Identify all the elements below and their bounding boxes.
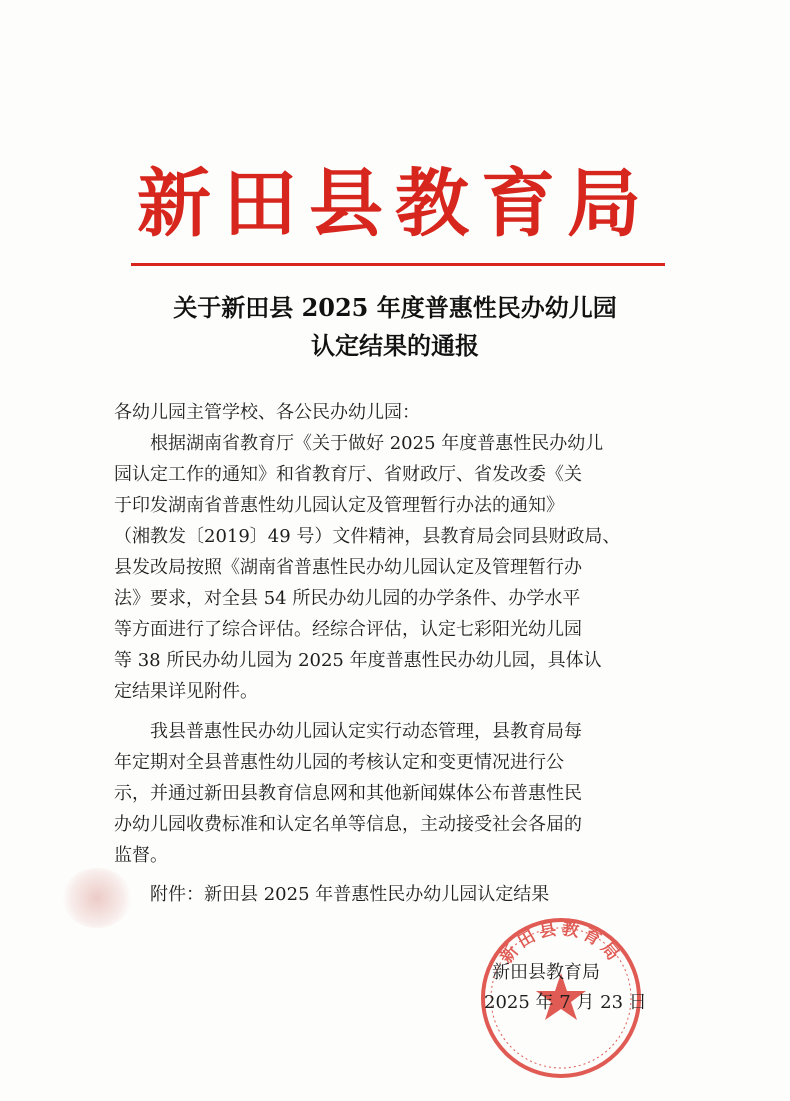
seal-text: 新田县教育局 xyxy=(496,918,626,968)
signoff-org: 新田县教育局 xyxy=(492,962,600,983)
body-line: 我县普惠性民办幼儿园认定实行动态管理，县教育局每 xyxy=(150,721,582,742)
body-line: 于印发湖南省普惠性幼儿园认定及管理暂行办法的通知》 xyxy=(114,495,564,516)
body-line: 根据湖南省教育厅《关于做好 2025 年度普惠性民办幼儿 xyxy=(150,433,604,454)
body-line: 定结果详见附件。 xyxy=(114,681,258,702)
letterhead-red-rule xyxy=(131,263,665,266)
body-line: 等方面进行了综合评估。经综合评估，认定七彩阳光幼儿园 xyxy=(114,619,582,640)
letterhead-title: 新田县教育局 xyxy=(137,161,653,247)
body-line: 县发改局按照《湖南省普惠性民办幼儿园认定及管理暂行办 xyxy=(114,557,582,578)
body-line: （湘教发〔2019〕49 号）文件精神，县教育局会同县财政局、 xyxy=(114,526,621,547)
body-line: 监督。 xyxy=(114,845,168,866)
ink-smudge xyxy=(62,868,132,928)
attachment-note: 附件：新田县 2025 年普惠性民办幼儿园认定结果 xyxy=(150,884,550,905)
body-line: 年定期对全县普惠性幼儿园的考核认定和变更情况进行公 xyxy=(114,752,564,773)
body-line: 办幼儿园收费标准和认定名单等信息，主动接受社会各届的 xyxy=(114,814,582,835)
document-title-line-2: 认定结果的通报 xyxy=(311,331,479,360)
body-line: 园认定工作的通知》和省教育厅、省财政厅、省发改委《关 xyxy=(114,464,582,485)
signoff-date: 2025 年 7 月 23 日 xyxy=(484,992,647,1013)
body-line: 法》要求，对全县 54 所民办幼儿园的办学条件、办学水平 xyxy=(114,588,581,609)
body-line: 等 38 所民办幼儿园为 2025 年度普惠性民办幼儿园，具体认 xyxy=(114,650,602,671)
document-title-line-1: 关于新田县 2025 年度普惠性民办幼儿园 xyxy=(173,293,617,322)
salutation: 各幼儿园主管学校、各公民办幼儿园： xyxy=(114,402,420,423)
body-line: 示，并通过新田县教育信息网和其他新闻媒体公布普惠性民 xyxy=(114,783,582,804)
